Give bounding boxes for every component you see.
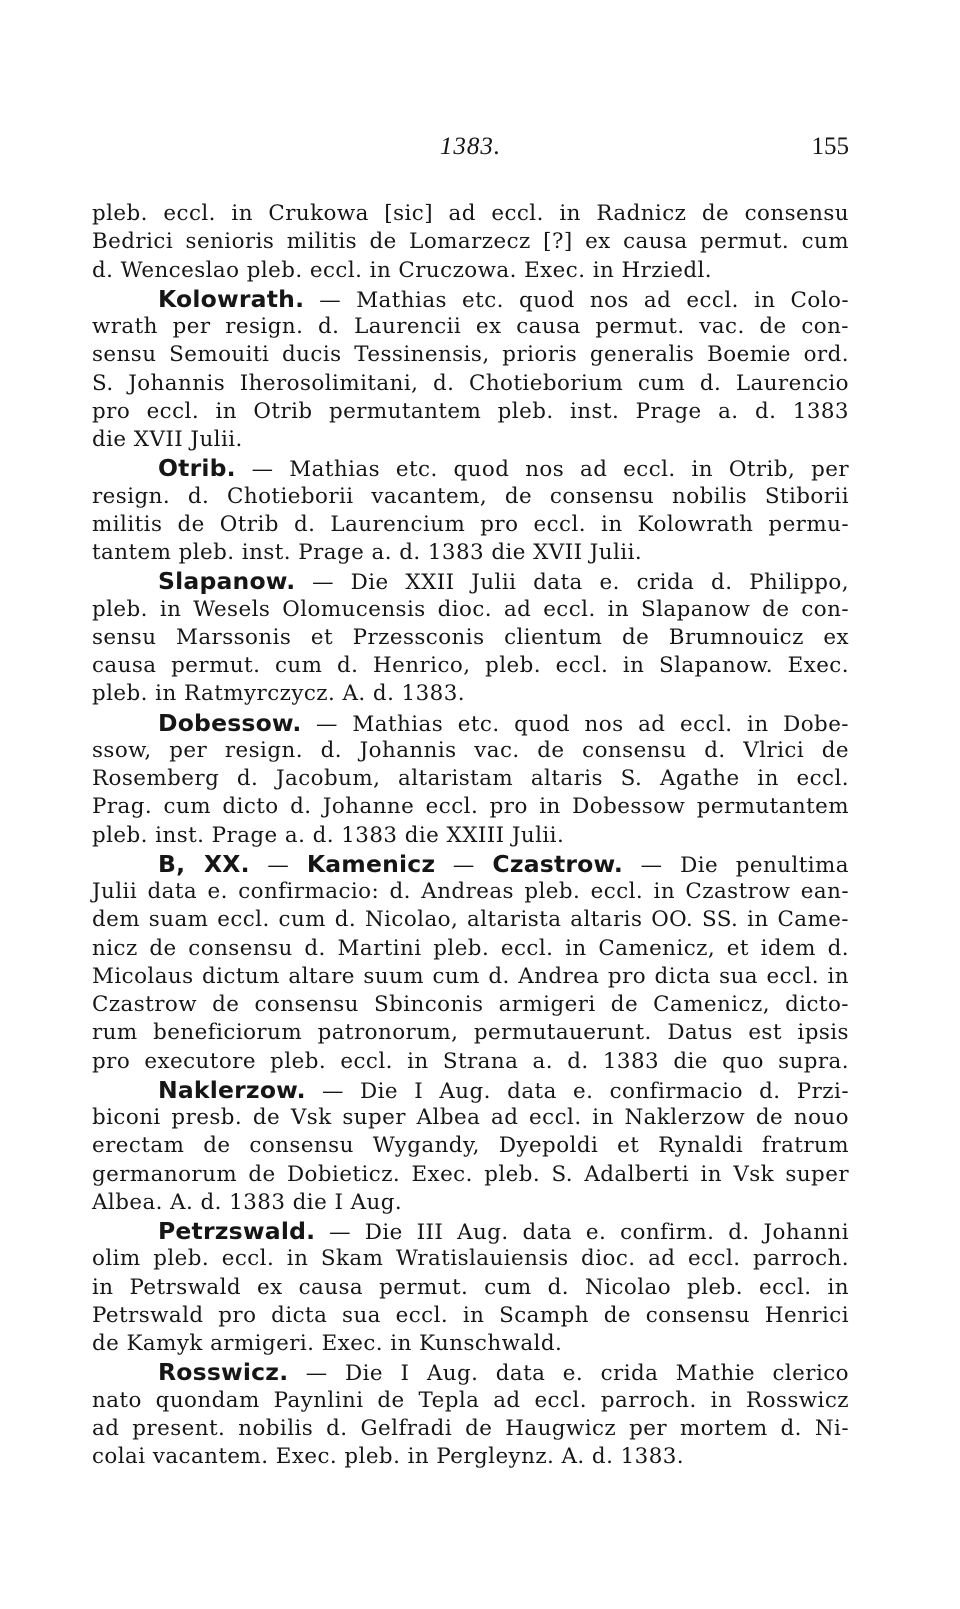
text-line: die XVII Julii. — [92, 427, 243, 452]
entry-text: — Mathias etc. quod nos ad eccl. in Colo- — [304, 287, 849, 313]
page-header — [92, 133, 849, 167]
text-line: erectam de consensu Wygandy, Dyepoldi et Rynaldi fratrum — [92, 1133, 849, 1159]
text-line: pleb. in Ratmyrczycz. A. d. 1383. — [92, 681, 466, 707]
entry-text: — Mathias etc. quod nos ad eccl. in Otrib, per — [235, 457, 849, 483]
entry-heading: Rosswicz. — [158, 1358, 289, 1387]
running-title: 1383. — [439, 133, 502, 160]
entry-first-line — [92, 850, 849, 878]
entry-heading: Kolowrath. — [158, 284, 305, 313]
entry-first-line — [92, 285, 849, 313]
text-line: Czastrow de consensu Sbinconis armigeri de Camenicz, dicto- — [92, 992, 849, 1017]
entry-heading: Czastrow. — [492, 849, 624, 878]
text-line: militis de Otrib d. Laurencium pro eccl. in Kolowrath permu- — [92, 511, 849, 537]
entry-first-line — [92, 1076, 849, 1104]
text-line: nato quondam Paynlini de Tepla ad eccl. parroch. in Rosswicz — [92, 1387, 849, 1413]
entry-text: — Die III Aug. data e. confirm. d. Johanni — [315, 1220, 849, 1245]
entry-heading: B, XX. — [158, 849, 250, 878]
text-line: colai vacantem. Exec. pleb. in Pergleynz. A. d. 1383. — [92, 1444, 685, 1469]
text-line: rum beneficiorum patronorum, permutauerunt. Datus est ipsis — [92, 1020, 849, 1046]
entry-first-line — [92, 1217, 849, 1245]
text-line: Micolaus dictum altare suum cum d. Andrea pro dicta sua eccl. in — [92, 963, 849, 989]
text-line: Petrswald pro dicta sua eccl. in Scamph de consensu Henrici — [92, 1302, 849, 1328]
text-line: pleb. in Wesels Olomucensis dioc. ad eccl. in Slapanow de con- — [92, 596, 849, 622]
entry-separator: — — [249, 852, 307, 878]
entry-text: — Die I Aug. data e. confirmacio d. Przi- — [305, 1078, 849, 1104]
entry-heading: Otrib. — [158, 454, 236, 483]
text-line: tantem pleb. inst. Prage a. d. 1383 die XVII Julii. — [92, 540, 643, 565]
text-line: wrath per resign. d. Laurencii ex causa permut. vac. de con- — [92, 314, 849, 339]
entry-first-line — [92, 567, 849, 595]
text-body — [92, 200, 849, 1471]
text-line: biconi presb. de Vsk super Albea ad eccl. in Naklerzow de nouo — [92, 1105, 849, 1130]
text-line: pleb. eccl. in Crukowa [sic] ad eccl. in Radnicz de consensu — [92, 201, 849, 226]
entry-separator: — — [435, 852, 493, 878]
text-line: sensu Semouiti ducis Tessinensis, prioris generalis Boemie ord. — [92, 342, 849, 368]
text-line: de Kamyk armigeri. Exec. in Kunschwald. — [92, 1331, 563, 1356]
text-line: pro executore pleb. eccl. in Strana a. d. 1383 die quo supra. — [92, 1048, 849, 1074]
entry-first-line — [92, 454, 849, 482]
entry-text: — Die penultima — [623, 852, 849, 878]
text-line: pleb. inst. Prage a. d. 1383 die XXIII Julii. — [92, 822, 565, 848]
text-line: causa permut. cum d. Henrico, pleb. eccl. in Slapanow. Exec. — [92, 653, 849, 678]
entry-text: — Mathias etc. quod nos ad eccl. in Dobe- — [301, 711, 849, 737]
text-line: Albea. A. d. 1383 die I Aug. — [92, 1189, 403, 1215]
text-line: germanorum de Dobieticz. Exec. pleb. S. Adalberti in Vsk super — [92, 1161, 849, 1187]
text-line: Bedrici senioris militis de Lomarzecz [?] ex causa permut. cum — [92, 229, 849, 255]
text-line: S. Johannis Iherosolimitani, d. Chotieborium cum d. Laurencio — [92, 370, 849, 396]
entry-heading: Naklerzow. — [158, 1075, 306, 1104]
text-line: Prag. cum dicto d. Johanne eccl. pro in Dobessow permutantem — [92, 794, 849, 820]
text-line: dem suam eccl. cum d. Nicolao, altarista altaris OO. SS. in Came- — [92, 907, 849, 933]
text-line: nicz de consensu d. Martini pleb. eccl. in Camenicz, et idem d. — [92, 935, 849, 961]
text-line: ssow, per resign. d. Johannis vac. de consensu d. Vlrici de — [92, 737, 849, 763]
entry-heading: Kamenicz — [306, 849, 436, 878]
entry-first-line — [92, 1358, 849, 1386]
entry-text: — Die I Aug. data e. crida Mathie clerico — [288, 1361, 849, 1387]
entry-first-line — [92, 709, 849, 737]
page-number: 155 — [811, 133, 849, 160]
entry-heading: Dobessow. — [158, 708, 302, 737]
text-line: d. Wenceslao pleb. eccl. in Cruczowa. Exec. in Hrziedl. — [92, 257, 713, 283]
entry-heading: Slapanow. — [158, 567, 296, 596]
text-line: Julii data e. confirmacio: d. Andreas pleb. eccl. in Czastrow ean- — [92, 879, 849, 904]
text-line: in Petrswald ex causa permut. cum d. Nicolao pleb. eccl. in — [92, 1274, 849, 1300]
text-line: Rosemberg d. Jacobum, altaristam altaris S. Agathe in eccl. — [92, 766, 849, 791]
text-line: pro eccl. in Otrib permutantem pleb. inst. Prage a. d. 1383 — [92, 398, 849, 424]
text-line: olim pleb. eccl. in Skam Wratislauiensis dioc. ad eccl. parroch. — [92, 1246, 849, 1272]
entry-heading: Petrzswald. — [158, 1217, 316, 1245]
text-line: sensu Marssonis et Przessconis clientum de Brumnouicz ex — [92, 624, 849, 650]
text-line: ad present. nobilis d. Gelfradi de Haugwicz per mortem d. Ni- — [92, 1415, 849, 1441]
entry-text: — Die XXII Julii data e. crida d. Philippo, — [295, 570, 849, 596]
text-line: resign. d. Chotieborii vacantem, de consensu nobilis Stiborii — [92, 483, 849, 509]
